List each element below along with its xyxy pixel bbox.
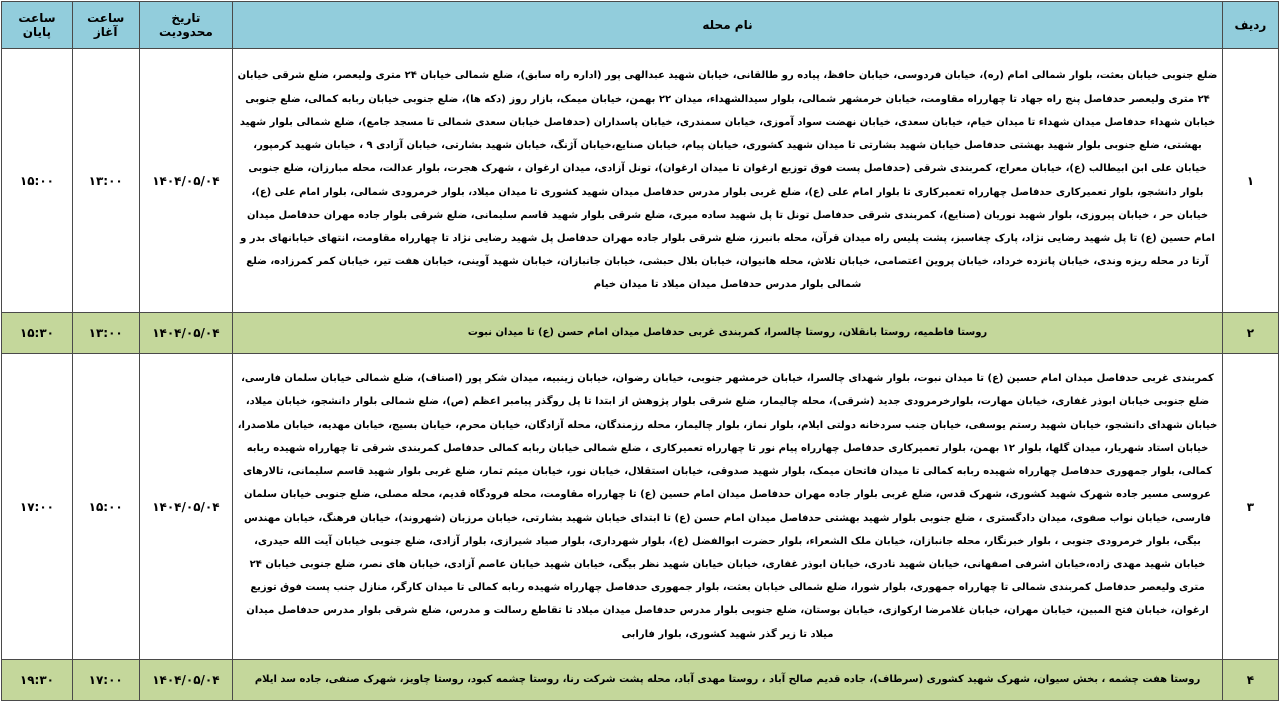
header-start-time: ساعت آغاز: [72, 2, 139, 49]
table-row: [2, 49, 1279, 313]
restriction-date: ۱۴۰۴/۰۵/۰۴: [139, 49, 233, 313]
start-time: ۱۳:۰۰: [72, 49, 139, 313]
row-number: ۴: [1222, 660, 1278, 701]
header-restriction-date: تاریخ محدودیت: [139, 2, 233, 49]
end-time: ۱۵:۰۰: [2, 49, 73, 313]
table-row: [2, 660, 1279, 701]
area-names: کمربندی غربی حدفاصل میدان امام حسین (ع) تا میدان نبوت، بلوار شهدای چالسرا، خیابان خرمشهر جنوبی، خیابان رضوان، خیابان زینبیه، میدان شکر پور (اصناف)، ضلع شمالی خیابان سلمان فارسی، ضلع جنوبی خیابان ابوذر غفاری، خیابان مهارت، بلوارخرمرودی جدید (شرقی)، محله چالیمار، ضلع شرقی بلوار پژوهش از ابتدا تا پل روگذر پیامبر اعظم (ص)، ضلع شمالی بلوار دانشجو، خیابان میلاد، خیابان شهدای دانشجو، خیابان شهید رستم یوسفی، خیابان جنب سردخانه دولتی ایلام، بلوار نماز، بلوار چالیمار، محله رزمندگان، محله آزادگان، خیابان محرم، خیابان بسیج، خیابان مهدیه، خیابان ملاصدرا، خیابان استاد شهریار، میدان گلها، بلوار ۱۲ بهمن، بلوار تعمیرکاری حدفاصل چهارراه پیام نور تا چهارراه تعمیرکاری ، ضلع شمالی خیابان ربابه کمالی حدفاصل کمربندی شرقی تا چهارراه شهیده ربابه کمالی، بلوار جمهوری حدفاصل چهارراه شهیده ربابه کمالی تا میدان فاتحان میمک، بلوار شهید صدوقی، خیابان استقلال، خیابان نور، خیابان میثم تمار، ضلع غربی بلوار شهید قاسم سلیمانی، تالارهای عروسی مسیر جاده شهرک شهید کشوری، شهرک قدس، ضلع غربی بلوار جاده مهران حدفاصل میدان امام حسین (ع) تا چهارراه مقاومت، محله فرودگاه قدیم، محله مصلی، ضلع جنوبی خیابان سلمان فارسی، خیابان نواب صفوی، میدان دادگستری ، ضلع جنوبی بلوار شهید بهشتی حدفاصل میدان امام حسن (ع) تا ابتدای خیابان شهید بشارتی، خیابان مرزبان (شهروند)، خیابان فرهنگ، خیابان مهندس بیگی، بلوار خرمرودی جنوبی ، بلوار خبرنگار، محله جانبازان، خیابان ملک الشعراء، بلوار حضرت ابوالفضل (ع)، بلوار شهرداری، بلوار صیاد شیرازی، بلوار آزادی، ضلع جنوبی خیابان آیت الله حیدری، خیابان شهید مهدی زاده،خیابان اشرفی اصفهانی، خیابان شهید نادری، خیابان ابوذر غفاری، خیابان خیابان شهید نظر بیگی، خیابان شهید خیابان عاصم آزادی، خیابان های نصر، ضلع جنوبی خیابان ۲۴ متری ولیعصر حدفاصل کمربندی شمالی تا چهارراه جمهوری، بلوار شورا، ضلع شمالی خیابان بعثت، بلوار جمهوری حدفاصل چهارراه شهیده ربابه کمالی تا میدان کارگر، منازل جنب پست فوق توزیع ارغوان، خیابان فتح المبین، خیابان مهران، خیابان غلامرضا ارکوازی، خیابان بوستان، ضلع جنوبی بلوار مدرس حدفاصل میدان میلاد تا تقاطع رسالت و مدرس، ضلع شرقی بلوار مدرس حدفاصل میدان میلاد تا زیر گذر شهید کشوری، بلوار فارابی: [233, 354, 1223, 660]
header-end-time: ساعت پایان: [2, 2, 73, 49]
row-number: ۳: [1222, 354, 1278, 660]
area-names: روستا هفت چشمه ، بخش سیوان، شهرک شهید کشوری (سرطاف)، جاده قدیم صالح آباد ، روستا مهدی آباد، محله پشت شرکت رنا، روستا چشمه کبود، روستا چاویز، شهرک صنفی، جاده سد ایلام: [233, 660, 1223, 701]
area-names: ضلع جنوبی خیابان بعثت، بلوار شمالی امام (ره)، خیابان فردوسی، خیابان حافظ، پیاده رو طالقانی، خیابان شهید عبدالهی پور (اداره راه سابق)، ضلع شمالی خیابان ۲۴ متری ولیعصر، ضلع شرقی خیابان ۲۴ متری ولیعصر حدفاصل پنج راه جهاد تا چهارراه مقاومت، خیابان خرمشهر شمالی، بلوار سیدالشهداء، میدان ۲۲ بهمن، خیابان میمک، بازار روز (دکه ها)، ضلع جنوبی خیابان ربابه کمالی، ضلع جنوبی خیابان شهداء حدفاصل میدان شهداء تا میدان خیام، خیابان سعدی، خیابان نهضت سواد آموزی، خیابان سمندری، خیابان پاسداران (حدفاصل خیابان سعدی شمالی تا مسجد جامع)، ضلع شمالی بلوار شهید بهشتی، ضلع جنوبی بلوار شهید بهشتی حدفاصل خیابان شهید بشارتی تا میدان شهید کشوری، خیابان پیام، خیابان صنایع،خیابان آژنگ، خیابان شهید بشارتی، خیابان آزادی ۹ ، خیابان شهید کرمپور، خیابان علی ابن ابیطالب (ع)، خیابان معراج، کمربندی شرقی (حدفاصل پست فوق توزیع ارغوان تا میدان ارغوان)، تونل آزادی، میدان ارغوان ، شهرک هجرت، بلوار عدالت، محله مبارزان، ضلع جنوبی بلوار دانشجو، بلوار تعمیرکاری حدفاصل چهارراه تعمیرکاری تا بلوار امام علی (ع)، ضلع غربی بلوار مدرس حدفاصل میدان شهید کشوری تا میدان میلاد، بلوار خرمرودی شمالی، بلوار امام علی (ع)، خیابان حر ، خیابان پیروزی، بلوار شهید نوریان (صنایع)، کمربندی شرقی حدفاصل تونل تا پل شهید ساده میری، ضلع شرقی بلوار شهید قاسم سلیمانی، ضلع شرقی بلوار جاده مهران حدفاصل میدان امام حسین (ع) تا پل شهید رضایی نژاد، پارک چغاسبز، پشت پلیس راه میدان قرآن، محله بانبرز، ضلع شرقی بلوار جاده مهران حدفاصل پل شهید رضایی نژاد تا چهارراه مقاومت، انتهای خیابانهای بدر و آرتا در محله ریزه وندی، خیابان پانزده خرداد، خیابان پروین اعتصامی، خیابان تلاش، محله هانیوان، خیابان بلال حبشی، خیابان جانبازان، خیابان شهید آوینی، خیابان هفت تیر، خیابان کمر کمرزاده، ضلع شمالی بلوار مدرس حدفاصل میدان میلاد تا میدان خیام: [233, 49, 1223, 313]
end-time: ۱۷:۰۰: [2, 354, 73, 660]
restriction-date: ۱۴۰۴/۰۵/۰۴: [139, 660, 233, 701]
row-number: ۱: [1222, 49, 1278, 313]
header-row: [2, 2, 1279, 49]
start-time: ۱۵:۰۰: [72, 354, 139, 660]
restriction-date: ۱۴۰۴/۰۵/۰۴: [139, 354, 233, 660]
table-row: [2, 354, 1279, 660]
end-time: ۱۵:۳۰: [2, 313, 73, 354]
end-time: ۱۹:۳۰: [2, 660, 73, 701]
start-time: ۱۳:۰۰: [72, 313, 139, 354]
header-row-number: ردیف: [1222, 2, 1278, 49]
header-area-name: نام محله: [233, 2, 1223, 49]
table-row: [2, 313, 1279, 354]
outage-schedule-table: [1, 1, 1279, 701]
area-names: روستا فاطمیه، روستا بانقلان، روستا چالسرا، کمربندی غربی حدفاصل میدان امام حسن (ع) تا میدان نبوت: [233, 313, 1223, 354]
row-number: ۲: [1222, 313, 1278, 354]
start-time: ۱۷:۰۰: [72, 660, 139, 701]
restriction-date: ۱۴۰۴/۰۵/۰۴: [139, 313, 233, 354]
